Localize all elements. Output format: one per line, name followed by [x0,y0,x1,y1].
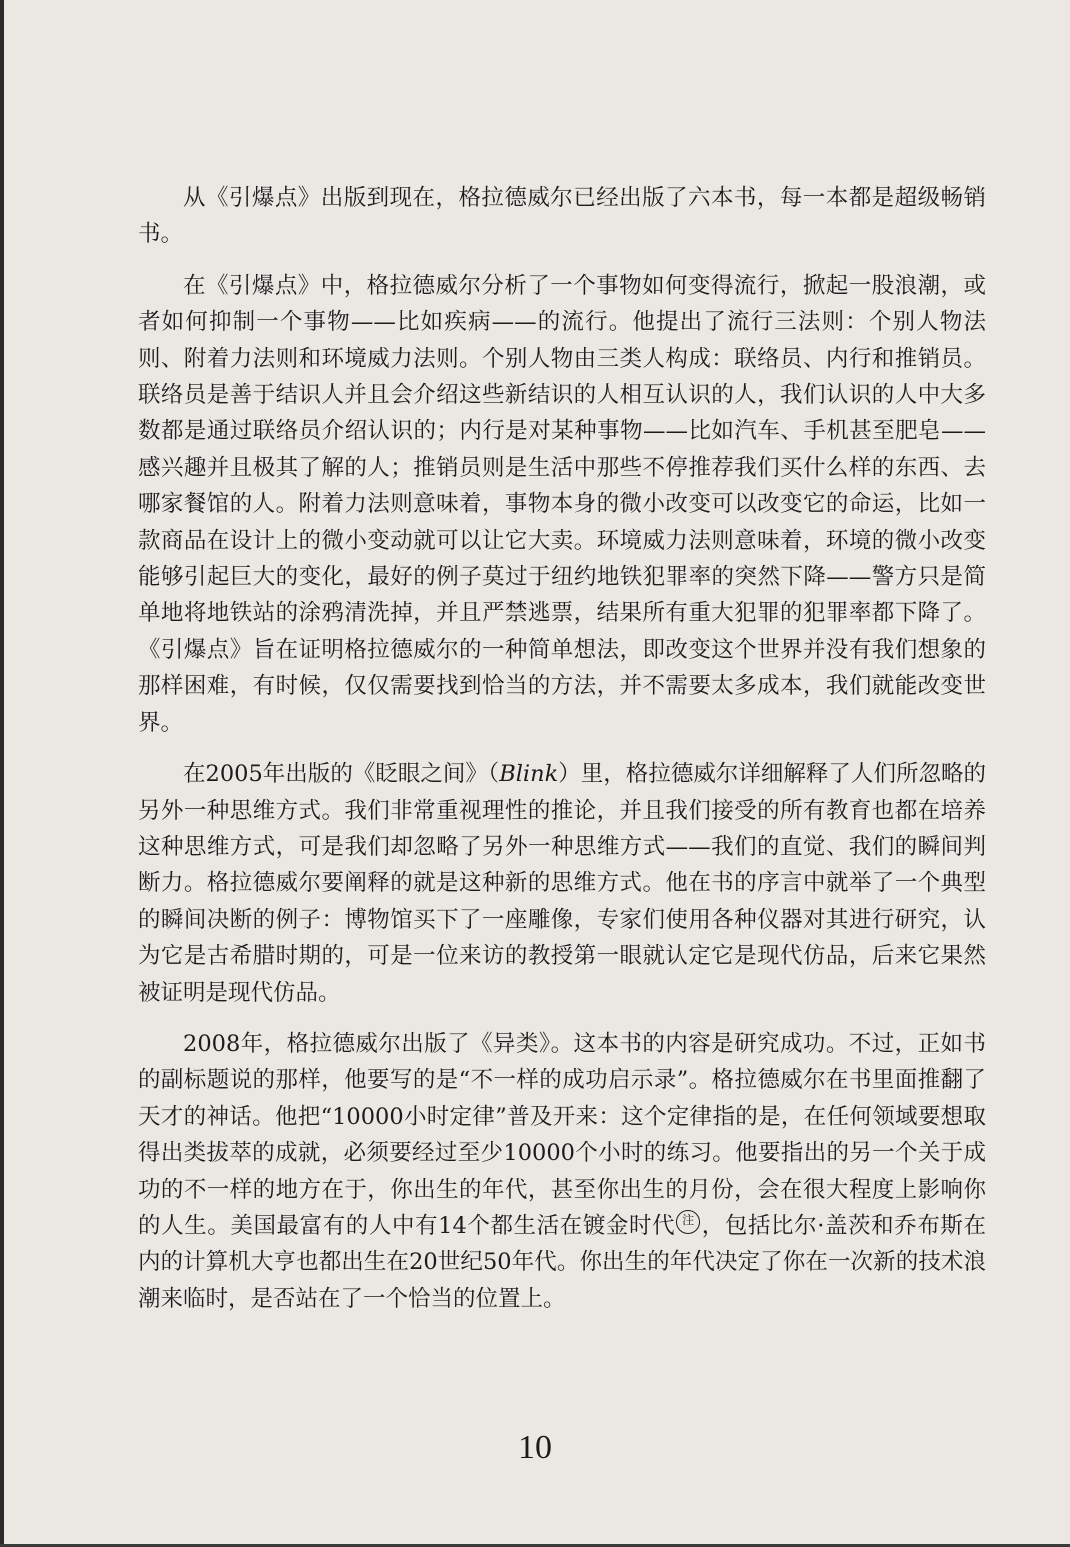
footnote-marker: 注 [676,1210,700,1234]
paragraph-4-text-b: ，包括比尔·盖茨和乔布斯在内的计算机大亨也都出生在20世纪50年代。你出生的年代决定了你在一次新的技术浪潮来临时，是否站在了一个恰当的位置上。 [138,1212,986,1312]
scan-edge-left [0,0,4,1547]
paragraph-3 [138,756,986,1011]
page-number: 10 [518,1429,552,1466]
body-text [138,180,986,1332]
paragraph-3-text-b: ）里，格拉德威尔详细解释了人们所忽略的另外一种思维方式。我们非常重视理性的推论，并且我们接受的所有教育也都在培养这种思维方式，可是我们却忽略了另外一种思维方式——我们的直觉、我们的瞬间判断力。格拉德威尔要阐释的就是这种新的思维方式。他在书的序言中就举了一个典型的瞬间决断的例子：博物馆买下了一座雕像，专家们使用各种仪器对其进行研究，认为它是古希腊时期的，可是一位来访的教授第一眼就认定它是现代仿品，后来它果然被证明是现代仿品。 [138,761,986,1006]
blink-title: Blink [499,761,559,788]
paragraph-3-text-a: 在2005年出版的《眨眼之间》（ [183,761,500,788]
paragraph-1 [138,180,986,253]
paragraph-4-text-a: 2008年，格拉德威尔出版了《异类》。这本书的内容是研究成功。不过，正如书的副标题说的那样，他要写的是“不一样的成功启示录”。格拉德威尔在书里面推翻了天才的神话。他把“10000小时定律”普及开来：这个定律指的是，在任何领域要想取得出类拔萃的成就，必须要经过至少10000个小时的练习。他要指出的另一个关于成功的不一样的地方在于，你出生的年代，甚至你出生的月份，会在很大程度上影响你的人生。美国最富有的人中有14个都生活在镀金时代 [138,1030,986,1239]
paragraph-4 [138,1026,986,1317]
paragraph-1-text: 从《引爆点》出版到现在，格拉德威尔已经出版了六本书，每一本都是超级畅销书。 [138,185,986,248]
paragraph-2 [138,268,986,741]
paragraph-2-text: 在《引爆点》中，格拉德威尔分析了一个事物如何变得流行，掀起一股浪潮，或者如何抑制一个事物——比如疾病——的流行。他提出了流行三法则：个别人物法则、附着力法则和环境威力法则。个别人物由三类人构成：联络员、内行和推销员。联络员是善于结识人并且会介绍这些新结识的人相互认识的人，我们认识的人中大多数都是通过联络员介绍认识的；内行是对某种事物——比如汽车、手机甚至肥皂——感兴趣并且极其了解的人；推销员则是生活中那些不停推荐我们买什么样的东西、去哪家餐馆的人。附着力法则意味着，事物本身的微小改变可以改变它的命运，比如一款商品在设计上的微小变动就可以让它大卖。环境威力法则意味着，环境的微小改变能够引起巨大的变化，最好的例子莫过于纽约地铁犯罪率的突然下降——警方只是简单地将地铁站的涂鸦清洗掉，并且严禁逃票，结果所有重大犯罪的犯罪率都下降了。《引爆点》旨在证明格拉德威尔的一种简单想法，即改变这个世界并没有我们想象的那样困难，有时候，仅仅需要找到恰当的方法，并不需要太多成本，我们就能改变世界。 [138,272,986,736]
